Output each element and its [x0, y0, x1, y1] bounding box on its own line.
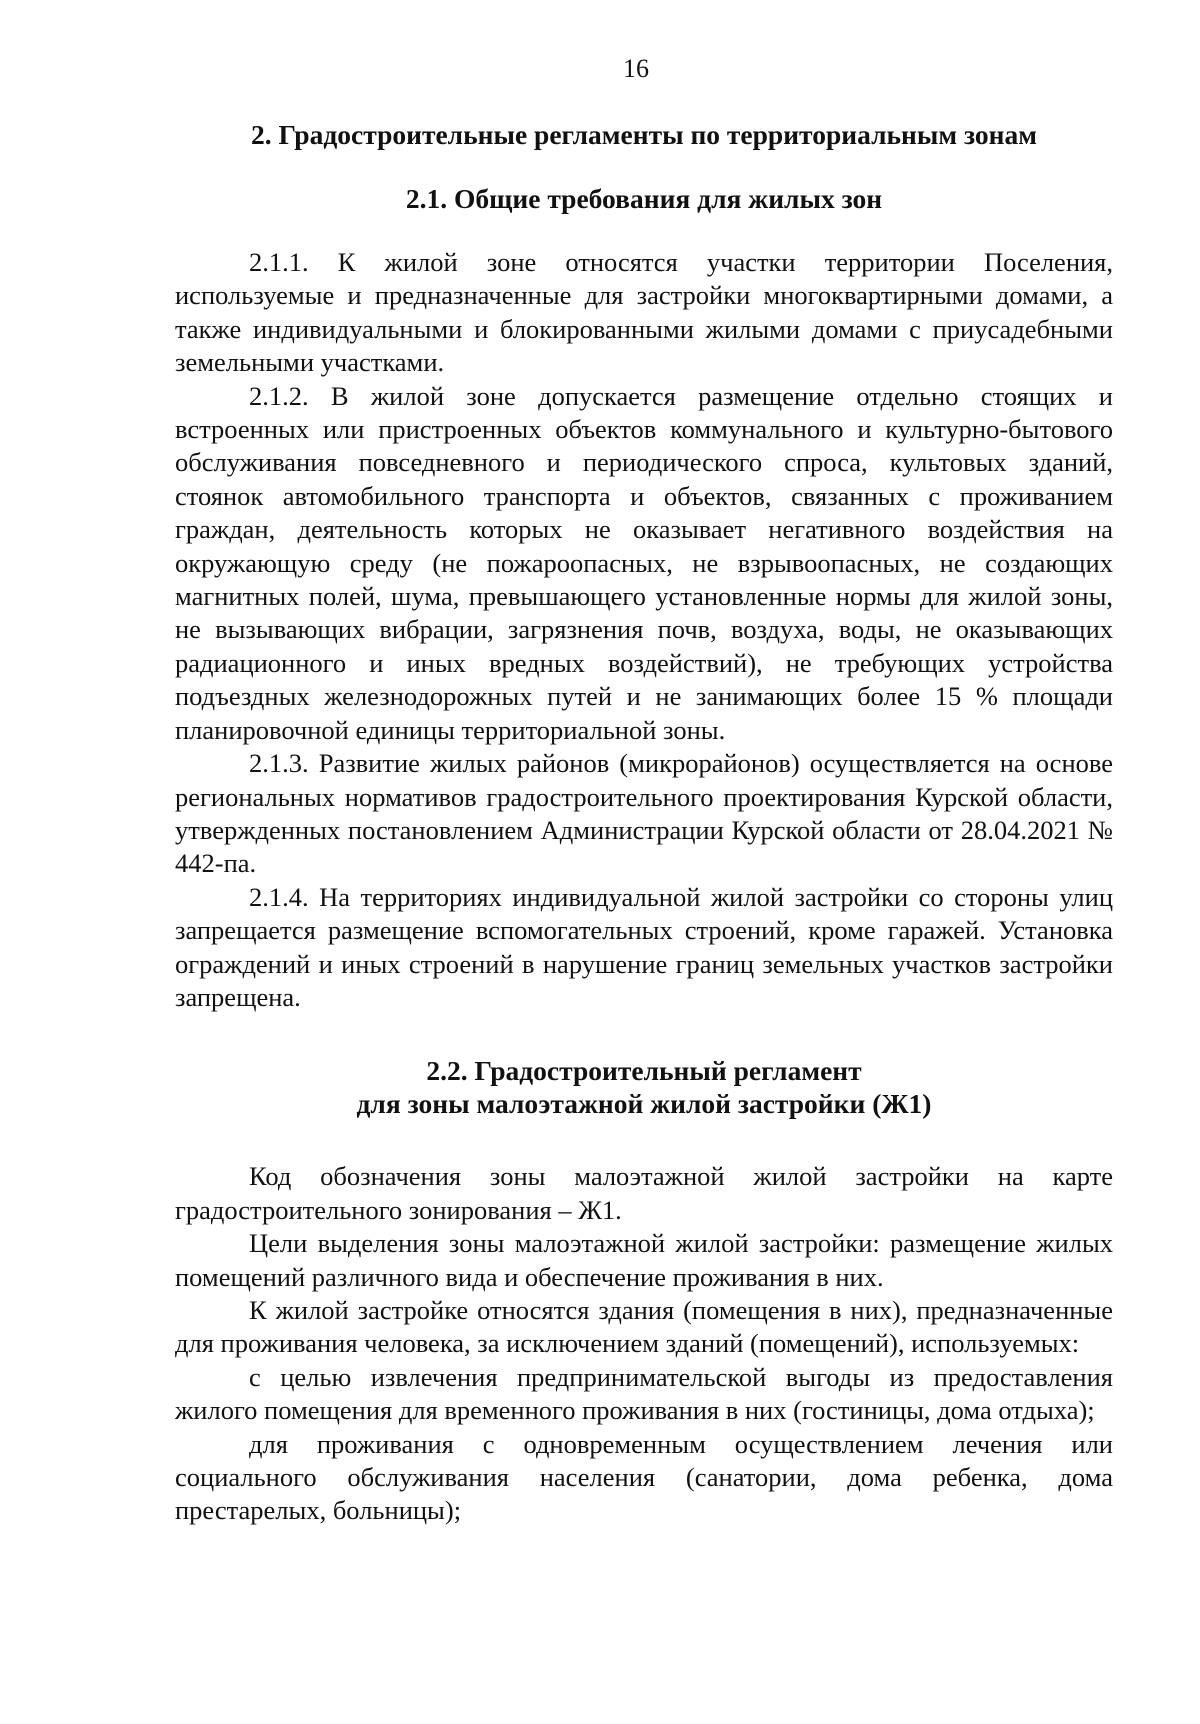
page-content — [175, 118, 1113, 1528]
paragraph-exception-medical: для проживания с одновременным осуществлением лечения или социального обслуживания населения (санатории, дома ребенка, дома престарелых, больницы); — [175, 1428, 1113, 1526]
section-2-2-title-line1: 2.2. Градостроительный регламент — [426, 1055, 862, 1087]
paragraph-2-1-2: 2.1.2. В жилой зоне допускается размещение отдельно стоящих и встроенных или пристроенных объектов коммунального и культурно-бытового обслуживания повседневного и периодического спроса, культовых зданий, стоянок автомобильного транспорта и объектов, связанных с проживанием граждан, деятельность которых не оказывает негативного воздействия на окружающую среду (не пожароопасных, не взрывоопасных, не создающих магнитных полей, шума, превышающего установленные нормы для жилой зоны, не вызывающих вибрации, загрязнения почв, воздуха, воды, не оказывающих радиационного и иных вредных воздействий), не требующих устройства подъездных железнодорожных путей и не занимающих более 15 % площади планировочной единицы территориальной зоны. — [175, 380, 1113, 745]
main-heading: 2. Градостроительные регламенты по территориальным зонам — [251, 119, 1037, 150]
section-2-2-title-line2: для зоны малоэтажной жилой застройки (Ж1) — [356, 1088, 932, 1120]
section-2-1-body — [175, 246, 1113, 1014]
paragraph-2-1-3: 2.1.3. Развитие жилых районов (микрорайонов) осуществляется на основе региональных нормативов градостроительного проектирования Курской области, утвержденных постановлением Администрации Курской области от 28.04.2021 № 442-па. — [175, 748, 1113, 879]
section-2-2-title — [175, 1054, 1113, 1120]
paragraph-2-1-1: 2.1.1. К жилой зоне относятся участки территории Поселения, используемые и предназначенные для застройки многоквартирными домами, а также индивидуальными и блокированными жилыми домами с приусадебными земельными участками. — [175, 247, 1113, 378]
paragraph-zone-code: Код обозначения зоны малоэтажной жилой застройки на карте градостроительного зонирования – Ж1. — [175, 1161, 1113, 1225]
paragraph-2-1-4: 2.1.4. На территориях индивидуальной жилой застройки со стороны улиц запрещается размещение вспомогательных строений, кроме гаражей. Установка ограждений и иных строений в нарушение границ земельных участков застройки запрещена. — [175, 881, 1113, 1012]
paragraph-zone-goals: Цели выделения зоны малоэтажной жилой застройки: размещение жилых помещений различного вида и обеспечение проживания в них. — [175, 1228, 1113, 1292]
paragraph-residential-definition: К жилой застройке относятся здания (помещения в них), предназначенные для проживания человека, за исключением зданий (помещений), используемых: — [175, 1294, 1113, 1359]
section-2-2-body — [175, 1160, 1113, 1527]
page-number: 16 — [623, 54, 649, 83]
paragraph-exception-commercial: с целью извлечения предпринимательской выгоды из предоставления жилого помещения для временного проживания в них (гостиницы, дома отдыха); — [175, 1361, 1113, 1426]
section-2-1-title: 2.1. Общие требования для жилых зон — [405, 183, 883, 214]
